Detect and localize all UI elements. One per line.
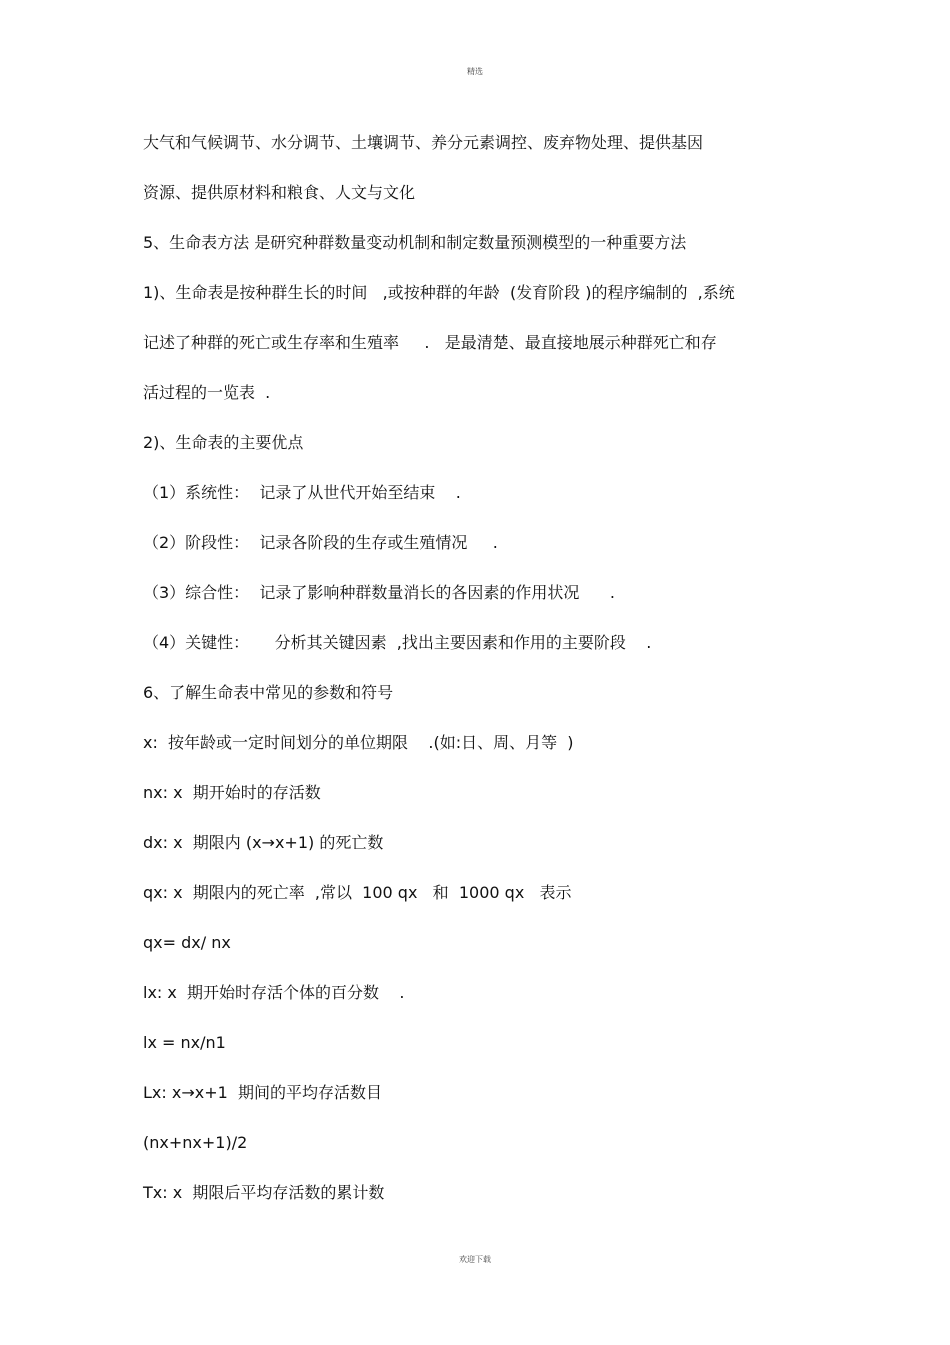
list-item: （4）关键性： 分析其关键因素 ,找出主要因素和作用的主要阶段 . — [143, 633, 652, 652]
formula-line: lx = nx/n1 — [143, 1033, 226, 1052]
text-line: 记述了种群的死亡或生存率和生殖率 . 是最清楚、最直接地展示种群死亡和存 — [143, 333, 717, 352]
text-line: qx: x 期限内的死亡率 ,常以 100 qx 和 1000 qx 表示 — [143, 883, 572, 902]
text-line: x: 按年龄或一定时间划分的单位期限 .(如:日、周、月等 ) — [143, 733, 574, 752]
list-item: （2）阶段性： 记录各阶段的生存或生殖情况 . — [143, 533, 498, 552]
formula-line: (nx+nx+1)/2 — [143, 1133, 248, 1152]
text-line: 2)、生命表的主要优点 — [143, 433, 304, 452]
list-item: （1）系统性： 记录了从世代开始至结束 . — [143, 483, 461, 502]
list-item: （3）综合性： 记录了影响种群数量消长的各因素的作用状况 . — [143, 583, 615, 602]
text-line: 大气和气候调节、水分调节、土壤调节、养分元素调控、废弃物处理、提供基因 — [143, 133, 704, 152]
page-footer: 欢迎下载 — [459, 1255, 491, 1264]
text-line: dx: x 期限内 (x→x+1) 的死亡数 — [143, 833, 384, 852]
text-line: lx: x 期开始时存活个体的百分数 . — [143, 983, 405, 1002]
text-line: 活过程的一览表 . — [143, 383, 271, 402]
text-line: Tx: x 期限后平均存活数的累计数 — [143, 1183, 385, 1202]
text-line: Lx: x→x+1 期间的平均存活数目 — [143, 1083, 382, 1102]
text-line: 资源、提供原材料和粮食、人文与文化 — [143, 183, 416, 202]
formula-line: qx= dx/ nx — [143, 933, 231, 952]
section-heading: 5、生命表方法 是研究种群数量变动机制和制定数量预测模型的一种重要方法 — [143, 233, 687, 252]
text-line: nx: x 期开始时的存活数 — [143, 783, 321, 802]
text-line: 1)、生命表是按种群生长的时间 ,或按种群的年龄 (发育阶段 )的程序编制的 ,系统 — [143, 283, 735, 302]
page-header: 精选 — [467, 67, 483, 76]
section-heading: 6、了解生命表中常见的参数和符号 — [143, 683, 394, 702]
